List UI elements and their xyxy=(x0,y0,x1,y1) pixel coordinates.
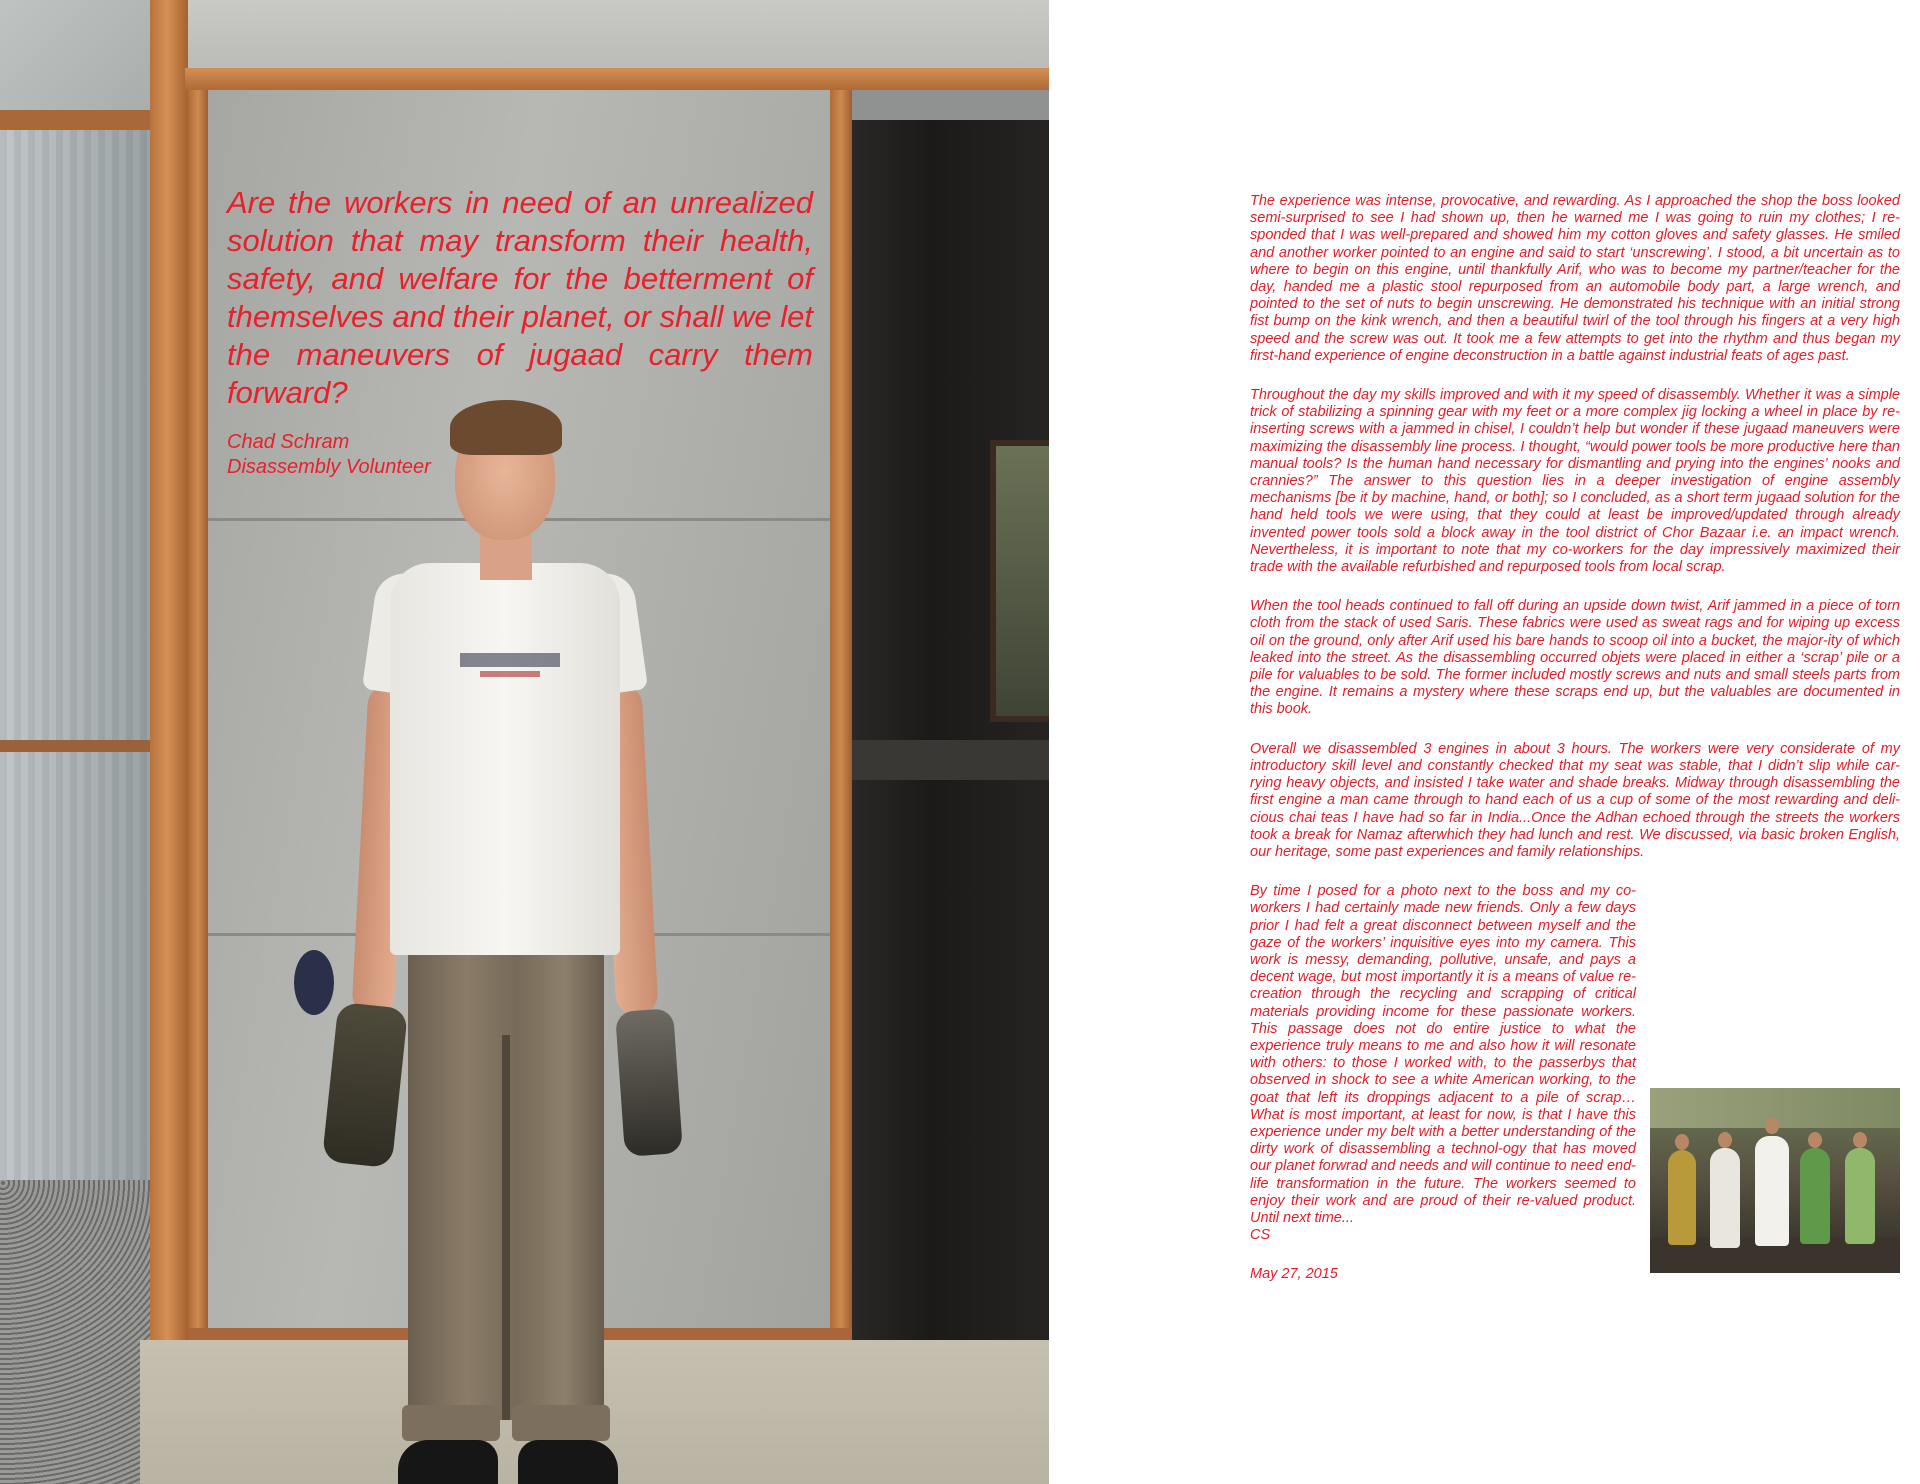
wall-shading xyxy=(0,120,160,1180)
paragraph: By time I posed for a photo next to the boss and my co-workers I had certainly made new friends. Only a few days prior I had felt a great disconnect between myself and the gaze of the workers’ inquisitive eyes into my camera. This work is messy, demanding, pollutive, unsafe, and pays a decent wage, but most importantly it is a means of value re-creation through the recycling and scrapping of critical materials providing income for these passionate workers. This passage does not do entire justice to what the experience truly means to me and also how it will resonate with others: to those I worked with, to the passerbys that observed in shock to see a white American working, to the goat that left its droppings adjacent to a pile of scrap… What is most important, at least for now, is that I have this experience under my belt with a better understanding of the dirty work of disassembling a technol-ogy that has moved our planet forwrad and needs and will continue to need end-life transformation in the future. The workers seemed to enjoy their work and are proud of their re-valued product. Until next time... xyxy=(1250,883,1636,1226)
left-cuff xyxy=(402,1405,500,1441)
worker-figure xyxy=(1845,1148,1875,1244)
left-glove xyxy=(322,1002,408,1168)
back-counter xyxy=(852,740,1049,780)
shirt-print xyxy=(460,653,560,667)
right-cuff xyxy=(512,1405,610,1441)
paragraph: When the tool heads continued to fall off during an upside down twist, Arif jammed in a piece of torn cloth from the stack of used Saris. These fabrics were used as sweat rags and for wiping up excess oil on the ground, only after Arif used his bare hands to scoop oil into a bucket, the major-ity of which leaked into the street. As the disassembling occurred objets were placed in either a ‘scrap’ pile or a pile for valuables to be sold. The former included mostly screws and nuts and small steels parts from the engine. It remains a mystery where these scraps end up, but the valuables are documented in this book. xyxy=(1250,598,1900,718)
held-cap xyxy=(294,950,334,1015)
right-glove xyxy=(615,1008,683,1157)
boss-head xyxy=(1718,1132,1732,1148)
group-photo xyxy=(1650,1088,1900,1273)
dark-doorway xyxy=(852,120,1049,1484)
wood-frame-right xyxy=(830,88,852,1343)
volunteer-figure xyxy=(290,395,710,1484)
quote-attribution xyxy=(227,430,431,480)
paragraph: Throughout the day my skills improved and with it my speed of disassembly. Whether it was a simple trick of stabilizing a spinning gear with my feet or a more complex jig locking a wheel in place by re-inserting screws with a jammed in chisel, I couldn’t help but wonder if these jugaad maneuvers were maximizing the disassembly line process. I thought, “would power tools be more productive here than manual tools? Is the human hand necessary for dismantling and prying into the engines’ nooks and crannies?” The answer to this question lies in a deeper investigation of engine assembly mechanisms [be it by machine, hand, or both]; so I concluded, as a short term jugaad solution for the hand held tools we were using, that they could at least be improved/updated through already invented power tools sold a block away in the tool district of Chor Bazaar i.e. an impact wrench. Nevertheless, it is important to note that my co-workers for the day impressively maximized their trade with the available refurbished and repurposed tools from local scrap. xyxy=(1250,387,1900,576)
left-shoe xyxy=(398,1440,498,1484)
final-paragraph-block xyxy=(1250,883,1900,1283)
back-window xyxy=(990,440,1049,722)
shirt-print-subline xyxy=(480,671,540,677)
wall-frame-middle xyxy=(0,740,160,752)
worker-figure xyxy=(1800,1148,1830,1244)
author-name: Chad Schram xyxy=(227,431,350,453)
ceiling-corner xyxy=(0,0,165,120)
paragraph: The experience was intense, provocative, and rewarding. As I approached the shop the boss looked semi-surprised to see I had shown up, then he warned me I was going to ruin my clothes; I re-sponded that I was well-prepared and showed him my cotton gloves and safety glasses. He smiled and another worker pointed to an engine and said to start ‘unscrewing’. I stood, a bit uncertain as to where to begin on this engine, until thankfully Arif, who was to become my partner/teacher for the day, handed me a plastic stool repurposed from an automobile body part, a large wrench, and pointed to the set of nuts to begin unscrewing. He demonstrated his technique with an initial strong fist bump on the kink wrench, and then a beautiful twirl of the tool through his fingers at a very high speed and the screw was out. It took me a few attempts to get into the rhythm and thus began my first-hand experience of engine deconstruction in a battle against industrial feats of ages past. xyxy=(1250,193,1900,364)
wood-frame-left xyxy=(188,88,208,1343)
paragraph: Overall we disassembled 3 engines in about 3 hours. The workers were very considerate of my introductory skill level and constantly checked that my seat was stable, that I didn’t slip while car-rying heavy objects, and insisted I take water and shade breaks. Midway through disassembling the first engine a man came through to hand each of us a cup of some of the most rewarding and deli-cious chai teas I have had so far in India...Once the Adhan echoed through the streets the workers took a break for Namaz afterwhich they had lunch and rest. We discussed, via basic broken English, our heritage, some past experiences and family relationships. xyxy=(1250,740,1900,860)
wooden-post xyxy=(150,0,188,1484)
ceiling xyxy=(160,0,1049,75)
worker-head xyxy=(1675,1134,1689,1150)
neck xyxy=(480,535,532,580)
worker-head xyxy=(1808,1132,1822,1148)
wall-frame-top xyxy=(0,110,160,130)
essay-text xyxy=(1250,193,1900,1306)
boss-figure xyxy=(1710,1148,1740,1248)
signature-date: May 27, 2015 xyxy=(1250,1266,1338,1283)
wooden-beam xyxy=(185,68,1049,90)
right-shoe xyxy=(518,1440,618,1484)
t-shirt xyxy=(390,563,620,955)
signature-initials: CS xyxy=(1250,1227,1271,1244)
author-role: Disassembly Volunteer xyxy=(227,456,431,478)
worker-figure xyxy=(1668,1150,1696,1245)
volunteer-small-figure xyxy=(1755,1136,1789,1246)
volunteer-small-head xyxy=(1765,1118,1779,1134)
trouser-gap xyxy=(502,1035,510,1420)
worker-head xyxy=(1853,1132,1867,1148)
pull-quote: Are the workers in need of an unrealized solution that may transform their health, safety, and welfare for the betterment of themselves and their planet, or shall we let the maneuvers of jugaad carry them forward? xyxy=(227,185,813,410)
